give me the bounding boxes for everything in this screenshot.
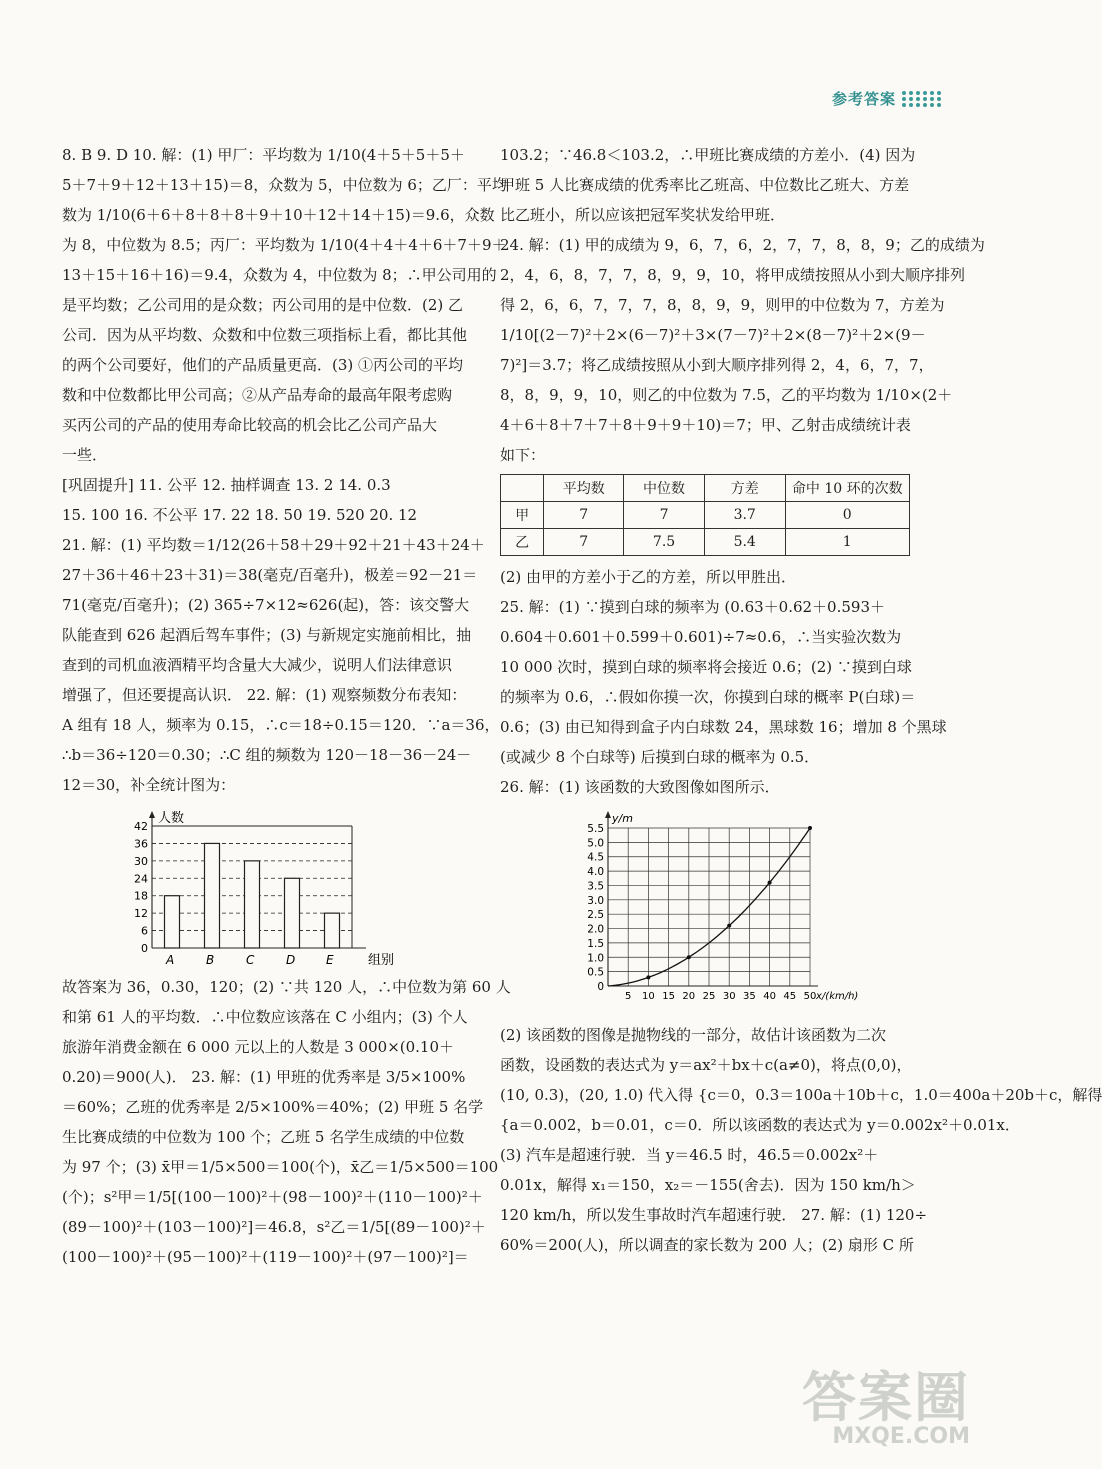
bar [245, 861, 260, 948]
table-cell: 3.7 [704, 502, 785, 529]
text-line: 买丙公司的产品的使用寿命比较高的机会比乙公司产品大 [62, 416, 438, 434]
table-cell: 7 [544, 502, 624, 529]
x-tick-label: 20 [682, 991, 696, 1002]
text-line: 0.6；(3) 由已知得到盒子内白球数 24，黑球数 16；增加 8 个黑球 [500, 718, 947, 736]
y-tick-label: 5.5 [587, 823, 604, 835]
text-line: {a＝0.002，b＝0.01，c＝0．所以该函数的表达式为 y＝0.002x²＋0.01x． [500, 1116, 1020, 1134]
text-line: 故答案为 36，0.30，120；(2) ∵共 120 人，∴中位数为第 60 人 [62, 978, 511, 996]
y-arrow-icon [605, 811, 611, 818]
text-line: [巩固提升] 11. 公平 12. 抽样调查 13. 2 14. 0.3 [62, 476, 391, 494]
x-tick-label: 30 [722, 991, 736, 1002]
data-point [687, 955, 691, 959]
dots-decoration-icon [902, 91, 942, 107]
text-line: 甲班 5 人比赛成绩的优秀率比乙班高、中位数比乙班大、方差 [500, 176, 910, 194]
y-tick-label: 1.0 [587, 952, 604, 965]
text-line: 的两个公司要好，他们的产品质量更高．(3) ①丙公司的平均 [62, 356, 464, 374]
x-tick-label: 35 [743, 991, 756, 1002]
table-header-row [501, 475, 910, 502]
text-line: A 组有 18 人，频率为 0.15，∴c＝18÷0.15＝120．∵a＝36， [62, 716, 500, 734]
y-tick-label: 1.5 [587, 937, 604, 950]
text-line: 12＝30，补全统计图为： [62, 776, 236, 794]
text-line: ＝60%；乙班的优秀率是 2/5×100%＝40%；(2) 甲班 5 名学 [62, 1098, 484, 1116]
text-line: 25. 解：(1) ∵摸到白球的频率为 (0.63＋0.62＋0.593＋ [500, 598, 885, 616]
text-line: 为 97 个；(3) x̄甲＝1/5×500＝100(个)，x̄乙＝1/5×500＝100 [62, 1158, 499, 1176]
x-axis-label: 组别 [368, 953, 395, 968]
text-line: 为 8，中位数为 8.5；丙厂：平均数为 1/10(4＋4＋4＋6＋7＋9＋ [62, 236, 507, 254]
x-tick-label: 5 [625, 991, 632, 1002]
text-line: 71(毫克/百毫升)；(2) 365÷7×12≈626(起)，答：该交警大 [62, 596, 470, 614]
y-arrow-icon [149, 811, 155, 818]
table-header-cell: 中位数 [624, 475, 705, 502]
y-tick-label: 18 [134, 889, 148, 903]
bar [325, 913, 340, 948]
right-text-block-2 [500, 562, 947, 802]
x-tick-label: 50 [803, 991, 817, 1002]
y-tick-label: 0 [141, 942, 148, 955]
text-line: 是平均数；乙公司用的是众数；丙公司用的是中位数．(2) 乙 [62, 296, 464, 314]
x-tick-label: A [166, 953, 175, 967]
y-tick-label: 24 [134, 872, 148, 886]
text-line: 1/10[(2－7)²＋2×(6－7)²＋3×(7－7)²＋2×(8－7)²＋2×(9－ [500, 326, 926, 344]
text-line: 8，8，9，9，10，则乙的中位数为 7.5，乙的平均数为 1/10×(2＋ [500, 386, 953, 404]
text-line: 5＋7＋9＋12＋13＋15)＝8，众数为 5，中位数为 6；乙厂：平均 [62, 176, 507, 194]
text-line: 0.20)＝900(人)． 23. 解：(1) 甲班的优秀率是 3/5×100% [62, 1068, 466, 1086]
text-line: (89－100)²＋(103－100)²]＝46.8，s²乙＝1/5[(89－100)²＋ [62, 1218, 486, 1236]
bar [165, 896, 180, 948]
y-tick-label: 36 [134, 837, 148, 851]
text-line: 27＋36＋46＋23＋31)＝38(毫克/百毫升)，极差＝92－21＝ [62, 566, 478, 584]
text-line: 103.2；∵46.8＜103.2，∴甲班比赛成绩的方差小．(4) 因为 [500, 146, 916, 164]
text-line: (100－100)²＋(95－100)²＋(119－100)²＋(97－100)²]＝ [62, 1248, 469, 1266]
text-line: 8. B 9. D 10. 解：(1) 甲厂：平均数为 1/10(4＋5＋5＋5＋ [62, 146, 465, 164]
text-line: 24. 解：(1) 甲的成绩为 9，6，7，6，2，7，7，8，8，9；乙的成绩为 [500, 236, 985, 254]
text-line: (3) 汽车是超速行驶．当 y＝46.5 时，46.5＝0.002x²＋ [500, 1146, 879, 1164]
text-line: 15. 100 16. 不公平 17. 22 18. 50 19. 520 20. 12 [62, 506, 418, 524]
text-line: 得 2，6，6，7，7，7，8，8，9，9，则甲的中位数为 7，方差为 [500, 296, 945, 314]
bar-chart [112, 806, 412, 968]
text-line: ∴b＝36÷120＝0.30；∴C 组的频数为 120－18－36－24－ [62, 746, 472, 764]
data-point [727, 924, 731, 928]
text-line: (2) 由甲的方差小于乙的方差，所以甲胜出． [500, 568, 797, 586]
table-cell: 1 [785, 529, 909, 556]
table-cell: 乙 [501, 529, 544, 556]
text-line: 队能查到 626 起酒后驾车事件；(3) 与新规定实施前相比，抽 [62, 626, 472, 644]
text-line: 120 km/h，所以发生事故时汽车超速行驶． 27. 解：(1) 120÷ [500, 1206, 928, 1224]
table-cell: 0 [785, 502, 909, 529]
y-tick-label: 3.5 [587, 880, 604, 893]
left-column [62, 140, 511, 1272]
left-text-block-2 [62, 972, 511, 1272]
text-line: 7)²]＝3.7；将乙成绩按照从小到大顺序排列得 2，4，6，7，7， [500, 356, 934, 374]
table-row [501, 502, 910, 529]
watermark [802, 1355, 970, 1449]
left-text-block [62, 140, 507, 800]
table-row [501, 529, 910, 556]
x-tick-label: 15 [662, 991, 675, 1002]
right-column [500, 140, 1102, 1260]
text-line: 4＋6＋8＋7＋7＋8＋9＋9＋10)＝7；甲、乙射击成绩统计表 [500, 416, 911, 434]
x-tick-label: 10 [642, 991, 655, 1002]
watermark-text: 答案圈 [802, 1366, 970, 1429]
bar [205, 843, 220, 948]
text-line: 60%＝200(人)，所以调查的家长数为 200 人；(2) 扇形 C 所 [500, 1236, 914, 1254]
text-line: 13＋15＋16＋16)＝9.4，众数为 4，中位数为 8；∴甲公司用的 [62, 266, 497, 284]
y-tick-label: 0 [597, 981, 604, 993]
x-tick-label: B [206, 953, 215, 967]
x-tick-label: 25 [702, 991, 716, 1002]
table-cell: 7 [544, 529, 624, 556]
bar [285, 878, 300, 948]
x-tick-label: 40 [763, 991, 776, 1002]
curve-chart [578, 806, 878, 1018]
text-line: 21. 解：(1) 平均数＝1/12(26＋58＋29＋92＋21＋43＋24＋ [62, 536, 485, 554]
y-tick-label: 12 [134, 907, 148, 921]
y-tick-label: 4.5 [587, 851, 604, 864]
x-axis-label: x/(km/h) [816, 991, 859, 1002]
text-line: 旅游年消费金额在 6 000 元以上的人数是 3 000×(0.10＋ [62, 1038, 455, 1056]
score-table [500, 474, 910, 556]
text-line: 0.604＋0.601＋0.599＋0.601)÷7≈0.6，∴当实验次数为 [500, 628, 902, 646]
text-line: (10, 0.3)，(20, 1.0) 代入得 {c＝0，0.3＝100a＋10b＋c，1.0＝400a＋20b＋c，解得 [500, 1086, 1102, 1104]
y-tick-label: 5.0 [587, 837, 604, 850]
text-line: 公司．因为从平均数、众数和中位数三项指标上看，都比其他 [62, 326, 468, 344]
right-text-block-3 [500, 1020, 1102, 1260]
table-header-cell: 方差 [704, 475, 785, 502]
text-line: 生比赛成绩的中位数为 100 个；乙班 5 名学生成绩的中位数 [62, 1128, 465, 1146]
text-line: 如下： [500, 446, 546, 464]
text-line: 2，4，6，8，7，7，8，9，9，10，将甲成绩按照从小到大顺序排列 [500, 266, 965, 284]
y-tick-label: 6 [141, 924, 148, 938]
text-line: (或减少 8 个白球等) 后摸到白球的概率为 0.5． [500, 748, 820, 766]
watermark-site: MXQE.COM [832, 1424, 970, 1449]
right-text-block [500, 140, 985, 470]
text-line: 和第 61 人的平均数．∴中位数应该落在 C 小组内；(3) 个人 [62, 1008, 468, 1026]
x-tick-label: E [326, 953, 334, 967]
y-tick-label: 2.0 [587, 923, 604, 936]
table-header-cell: 平均数 [544, 475, 624, 502]
text-line: 数为 1/10(6＋6＋8＋8＋8＋9＋10＋12＋14＋15)＝9.6，众数 [62, 206, 495, 224]
text-line: 数和中位数都比甲公司高；②从产品寿命的最高年限考虑购 [62, 386, 453, 404]
data-point [646, 975, 650, 979]
y-tick-label: 2.5 [587, 909, 604, 922]
text-line: 比乙班小，所以应该把冠军奖状发给甲班． [500, 206, 786, 224]
y-tick-label: 0.5 [587, 966, 604, 979]
text-line: 一些． [62, 446, 108, 464]
x-tick-label: D [286, 953, 296, 967]
table-cell: 5.4 [704, 529, 785, 556]
y-axis-label: y/m [612, 812, 633, 825]
y-tick-label: 30 [134, 854, 148, 868]
text-line: 的频率为 0.6，∴假如你摸一次，你摸到白球的概率 P(白球)＝ [500, 688, 916, 706]
table-cell: 7 [624, 502, 705, 529]
header-title: 参考答案 [831, 90, 896, 108]
table-cell: 甲 [501, 502, 544, 529]
y-tick-label: 4.0 [587, 866, 604, 879]
y-tick-label: 3.0 [587, 894, 604, 907]
text-line: 26. 解：(1) 该函数的大致图像如图所示． [500, 778, 780, 796]
text-line: 查到的司机血液酒精平均含量大大减少，说明人们法律意识 [62, 656, 453, 674]
table-header-cell: 命中 10 环的次数 [785, 475, 909, 502]
text-line: 10 000 次时，摸到白球的频率将会接近 0.6；(2) ∵摸到白球 [500, 658, 912, 676]
x-tick-label: 45 [783, 991, 797, 1002]
text-line: 增强了，但还要提高认识． 22. 解：(1) 观察频数分布表知： [62, 686, 467, 704]
y-tick-label: 42 [134, 820, 148, 833]
text-line: (个)；s²甲＝1/5[(100－100)²＋(98－100)²＋(110－100)²＋ [62, 1188, 483, 1206]
data-point [808, 826, 812, 830]
page-header [832, 88, 942, 109]
data-point [768, 881, 772, 885]
y-axis-label: 人数 [158, 811, 185, 826]
table-cell: 7.5 [624, 529, 705, 556]
text-line: (2) 该函数的图像是抛物线的一部分，故估计该函数为二次 [500, 1026, 887, 1044]
table-header-cell [501, 475, 544, 502]
text-line: 0.01x，解得 x₁＝150，x₂＝－155(舍去)．因为 150 km/h＞ [500, 1176, 916, 1194]
x-tick-label: C [246, 953, 255, 967]
text-line: 函数，设函数的表达式为 y＝ax²＋bx＋c(a≠0)，将点(0,0)， [500, 1056, 912, 1074]
